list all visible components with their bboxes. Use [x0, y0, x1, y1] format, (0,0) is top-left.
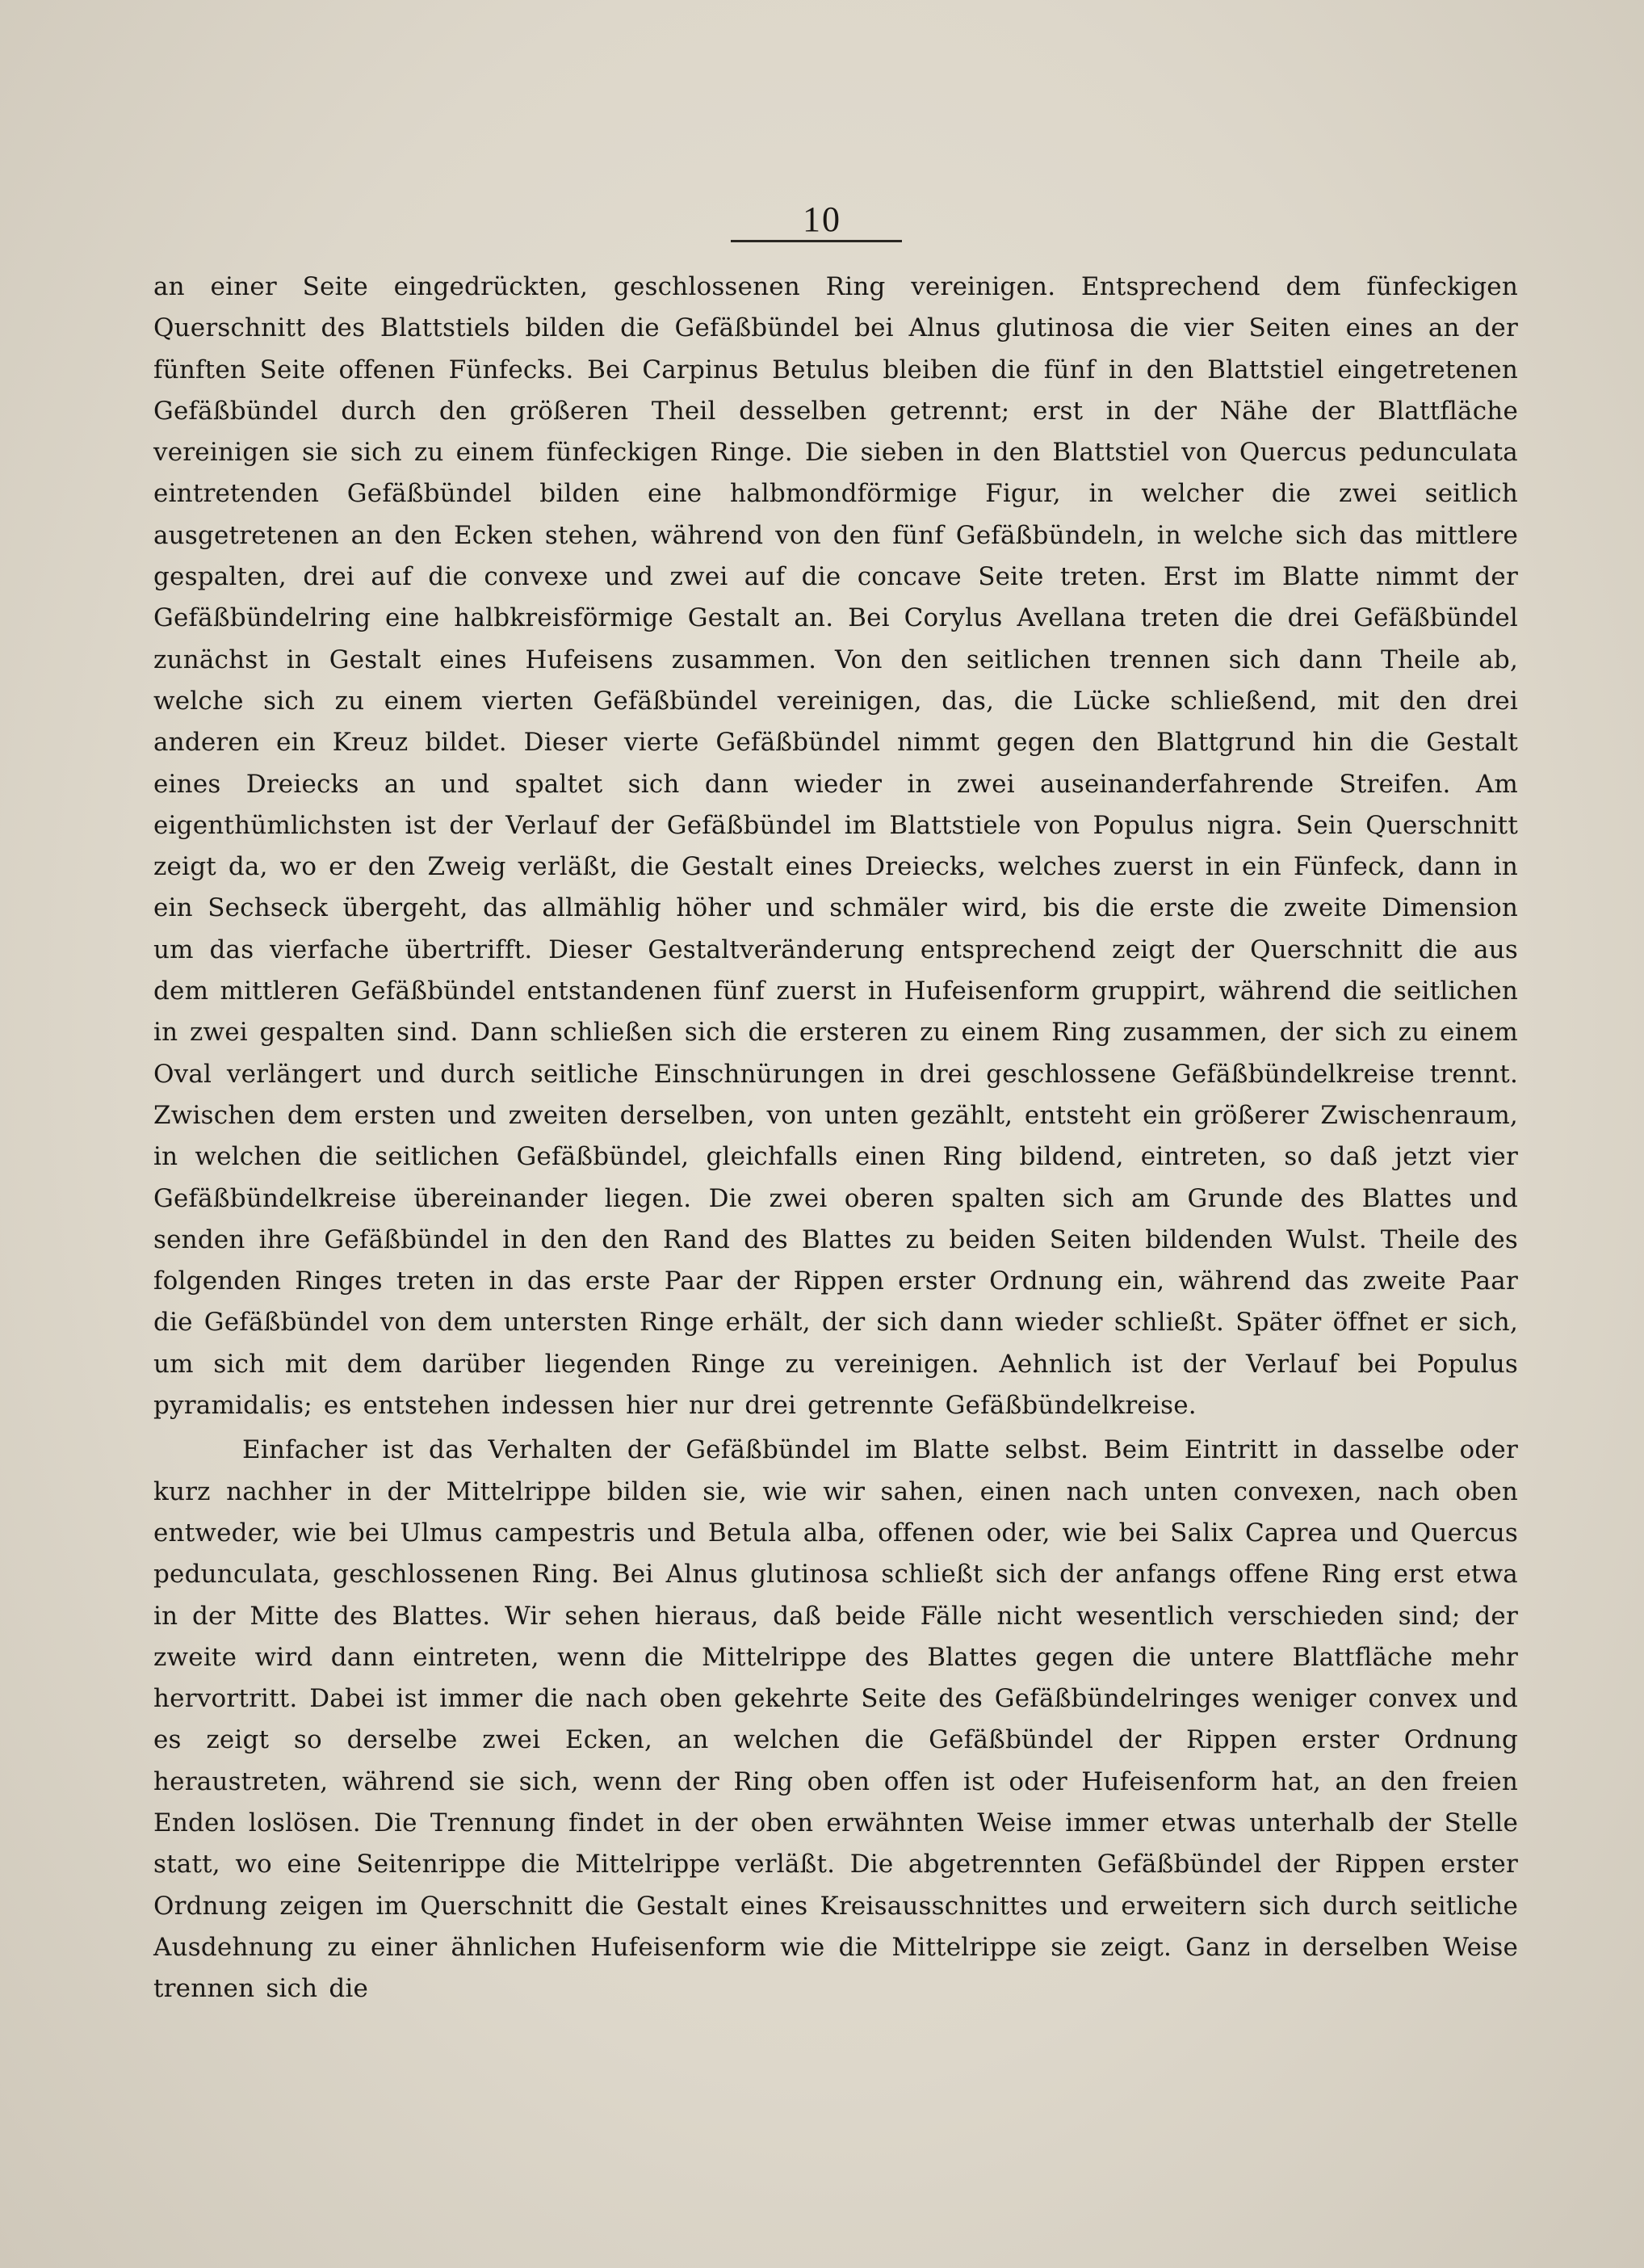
paragraph-2: Einfacher ist das Verhalten der Gefäßbündel im Blatte selbst. Beim Eintritt in dasselbe oder kurz nachher in der Mittelrippe bilden sie, wie wir sahen, einen nach unten convexen, nach oben entweder, wie bei Ulmus campestris und Betula alba, offenen oder, wie bei Salix Caprea und Quercus pedunculata, geschlossenen Ring. Bei Alnus glutinosa schließt sich der anfangs offene Ring erst etwa in der Mitte des Blattes. Wir sehen hieraus, daß beide Fälle nicht wesentlich verschieden sind; der zweite wird dann eintreten, wenn die Mittelrippe des Blattes gegen die untere Blattfläche mehr hervortritt. Dabei ist immer die nach oben gekehrte Seite des Gefäßbündelringes weniger convex und es zeigt so derselbe zwei Ecken, an welchen die Gefäßbündel der Rippen erster Ordnung heraustreten, während sie sich, wenn der Ring oben offen ist oder Hufeisenform hat, an den freien Enden loslösen. Die Trennung findet in der oben erwähnten Weise immer etwas unterhalb der Stelle statt, wo eine Seitenrippe die Mittelrippe verläßt. Die abgetrennten Gefäßbündel der Rippen erster Ordnung zeigen im Querschnitt die Gestalt eines Kreisausschnittes und erweitern sich durch seitliche Ausdehnung zu einer ähnlichen Hufeisenform wie die Mittelrippe sie zeigt. Ganz in derselben Weise trennen sich die	[153, 1435, 1518, 2004]
page-number: 10	[803, 200, 841, 239]
paragraph-1: an einer Seite eingedrückten, geschlossenen Ring vereinigen. Entsprechend dem fünfeckigen Querschnitt des Blattstiels bilden die Gefäßbündel bei Alnus glutinosa die vier Seiten eines an der fünften Seite offenen Fünfecks. Bei Carpinus Betulus bleiben die fünf in den Blattstiel eingetretenen Gefäßbündel durch den größeren Theil desselben getrennt; erst in der Nähe der Blattfläche vereinigen sie sich zu einem fünfeckigen Ringe. Die sieben in den Blattstiel von Quercus pedunculata eintretenden Gefäßbündel bilden eine halbmondförmige Figur, in welcher die zwei seitlich ausgetretenen an den Ecken stehen, während von den fünf Gefäßbündeln, in welche sich das mittlere gespalten, drei auf die convexe und zwei auf die concave Seite treten. Erst im Blatte nimmt der Gefäßbündelring eine halbkreisförmige Gestalt an. Bei Corylus Avellana treten die drei Gefäßbündel zunächst in Gestalt eines Hufeisens zusammen. Von den seitlichen trennen sich dann Theile ab, welche sich zu einem vierten Gefäßbündel vereinigen, das, die Lücke schließend, mit den drei anderen ein Kreuz bildet. Dieser vierte Gefäßbündel nimmt gegen den Blattgrund hin die Gestalt eines Dreiecks an und spaltet sich dann wieder in zwei auseinanderfahrende Streifen. Am eigenthümlichsten ist der Verlauf der Gefäßbündel im Blattstiele von Populus nigra. Sein Querschnitt zeigt da, wo er den Zweig verläßt, die Gestalt eines Dreiecks, welches zuerst in ein Fünfeck, dann in ein Sechseck übergeht, das allmählig höher und schmäler wird, bis die erste die zweite Dimension um das vierfache übertrifft. Dieser Gestaltveränderung entsprechend zeigt der Querschnitt die aus dem mittleren Gefäßbündel entstandenen fünf zuerst in Hufeisenform gruppirt, während die seitlichen in zwei gespalten sind. Dann schließen sich die ersteren zu einem Ring zusammen, der sich zu einem Oval verlängert und durch seitliche Einschnürungen in drei geschlossene Gefäßbündelkreise trennt. Zwischen dem ersten und zweiten derselben, von unten gezählt, entsteht ein größerer Zwischenraum, in welchen die seitlichen Gefäßbündel, gleichfalls einen Ring bildend, eintreten, so daß jetzt vier Gefäßbündelkreise übereinander liegen. Die zwei oberen spalten sich am Grunde des Blattes und senden ihre Gefäßbündel in den den Rand des Blattes zu beiden Seiten bildenden Wulst. Theile des folgenden Ringes treten in das erste Paar der Rippen erster Ordnung ein, während das zweite Paar die Gefäßbündel von dem untersten Ringe erhält, der sich dann wieder schließt. Später öffnet er sich, um sich mit dem darüber liegenden Ringe zu vereinigen. Aehnlich ist der Verlauf bei Populus pyramidalis; es entstehen indessen hier nur drei getrennte Gefäßbündelkreise.	[153, 272, 1518, 1421]
body-text	[153, 267, 1518, 2010]
page-number-rule	[731, 240, 902, 242]
